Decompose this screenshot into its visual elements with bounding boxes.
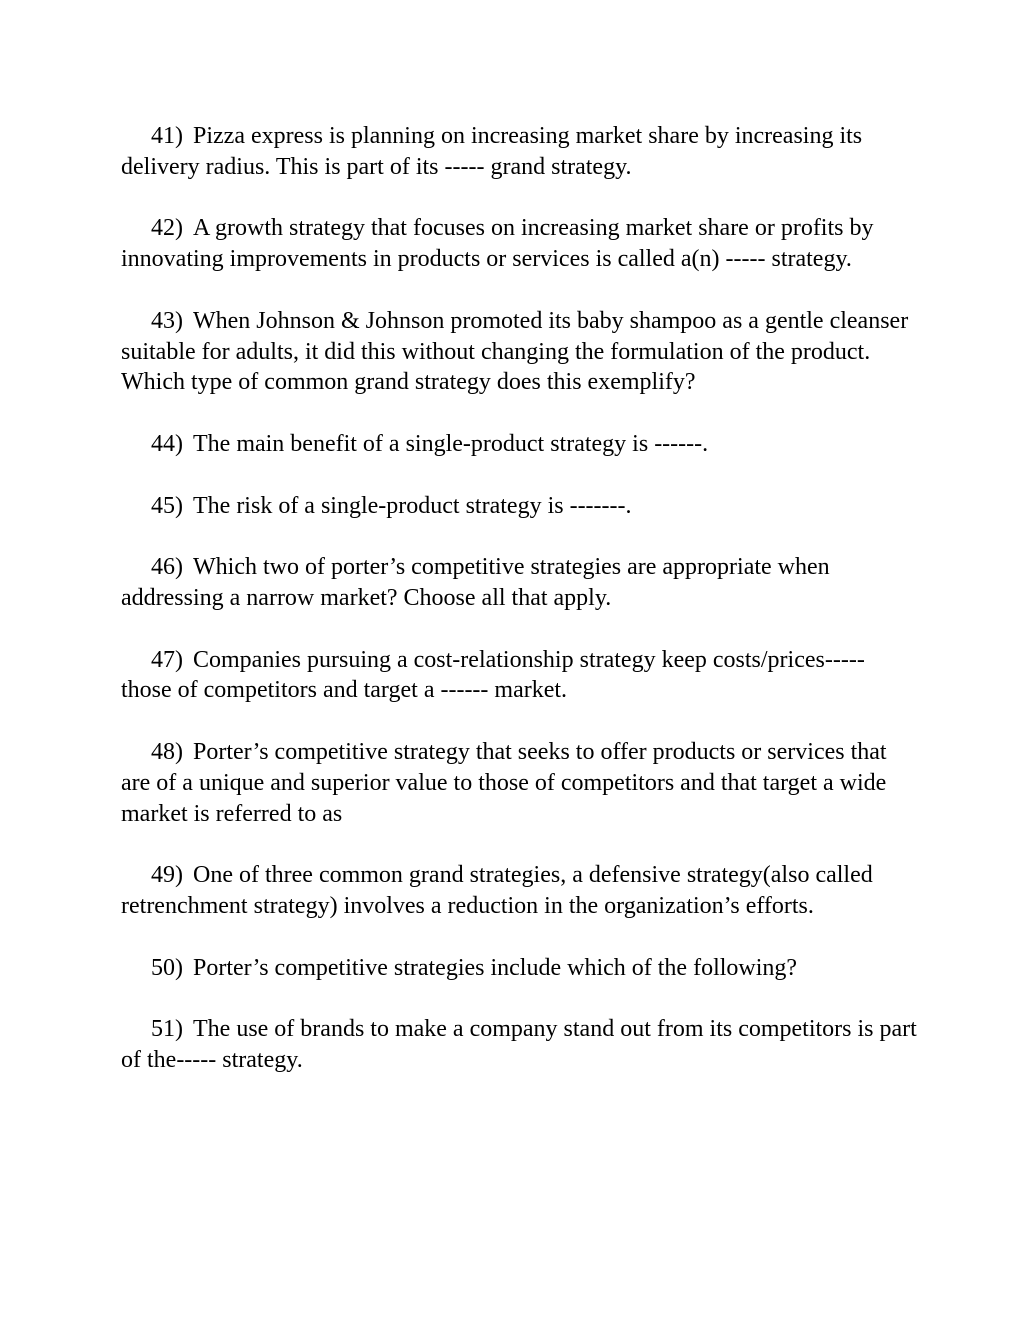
question-41 bbox=[121, 121, 921, 183]
question-text: One of three common grand strategies, a defensive strategy(also called retrenchment strategy) involves a reduction in the organization’s efforts. bbox=[121, 862, 873, 919]
question-list bbox=[121, 121, 921, 1107]
question-number: 42) bbox=[151, 215, 183, 242]
question-45 bbox=[121, 491, 921, 522]
question-text: When Johnson & Johnson promoted its baby shampoo as a gentle cleanser suitable for adults, it did this without changing the formulation of the product. Which type of common grand strategy does this exemplify? bbox=[121, 307, 909, 396]
question-text: Companies pursuing a cost-relationship strategy keep costs/prices----- those of competitors and target a ------ market. bbox=[121, 646, 865, 704]
question-text: Which two of porter’s competitive strategies are appropriate when addressing a narrow market? Choose all that apply. bbox=[121, 554, 830, 611]
question-text: Pizza express is planning on increasing market share by increasing its delivery radius. This is part of its ----- grand strategy. bbox=[121, 123, 863, 180]
question-number: 49) bbox=[151, 862, 183, 889]
question-number: 50) bbox=[151, 954, 183, 981]
question-47 bbox=[121, 645, 921, 707]
question-text: Porter’s competitive strategies include which of the following? bbox=[193, 954, 798, 981]
question-46 bbox=[121, 552, 921, 614]
question-51 bbox=[121, 1014, 921, 1076]
question-number: 43) bbox=[151, 307, 183, 334]
question-text: The risk of a single-product strategy is -------. bbox=[193, 492, 632, 519]
question-50 bbox=[121, 953, 921, 984]
question-text: A growth strategy that focuses on increasing market share or profits by innovating improvements in products or services is called a(n) ----- strategy. bbox=[121, 215, 874, 273]
question-text: Porter’s competitive strategy that seeks to offer products or services that are of a unique and superior value to those of competitors and that target a wide market is referred to as bbox=[121, 738, 887, 827]
question-text: The use of brands to make a company stand out from its competitors is part of the----- strategy. bbox=[121, 1016, 917, 1073]
question-number: 44) bbox=[151, 430, 183, 457]
question-number: 46) bbox=[151, 554, 183, 581]
question-44 bbox=[121, 429, 921, 460]
question-42 bbox=[121, 213, 921, 275]
question-number: 48) bbox=[151, 738, 183, 765]
question-text: The main benefit of a single-product strategy is ------. bbox=[193, 430, 709, 457]
question-number: 47) bbox=[151, 646, 183, 673]
question-number: 45) bbox=[151, 492, 183, 519]
question-49 bbox=[121, 860, 921, 922]
question-48 bbox=[121, 737, 921, 829]
question-number: 51) bbox=[151, 1016, 183, 1043]
question-43 bbox=[121, 306, 921, 398]
question-number: 41) bbox=[151, 123, 183, 149]
